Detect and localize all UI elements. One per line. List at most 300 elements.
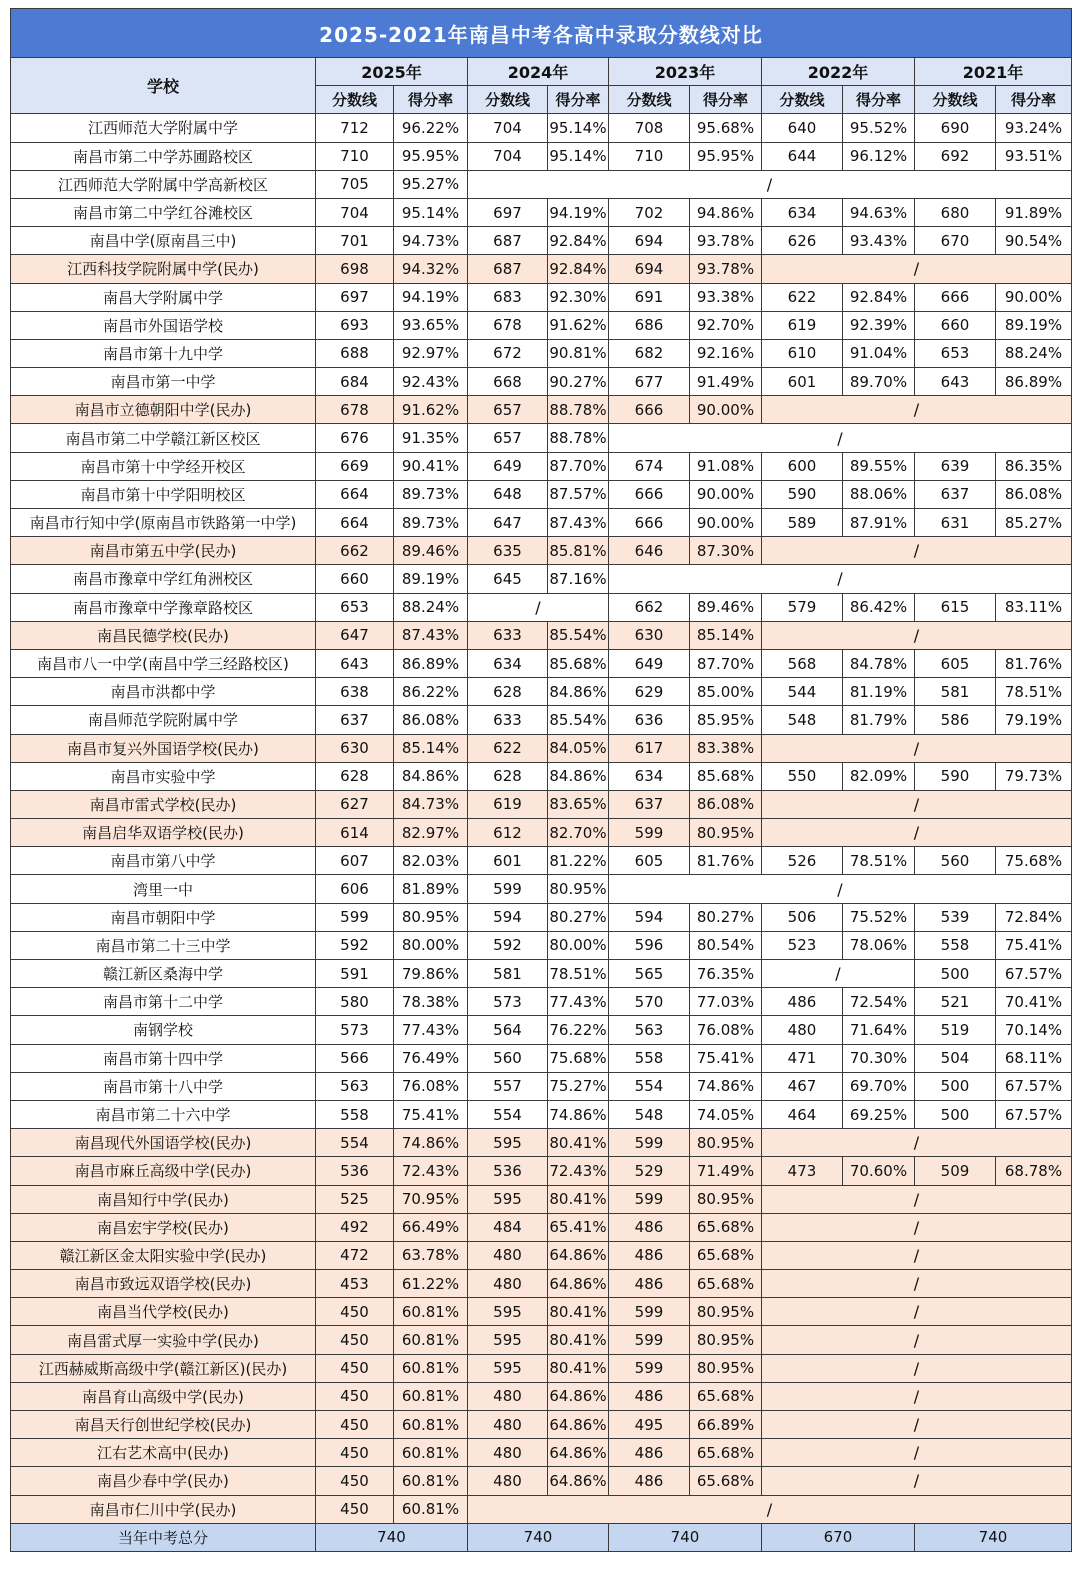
school-name: 南昌市第十九中学 — [11, 339, 316, 367]
score-table-container — [10, 8, 1071, 1552]
school-name: 南昌雷式厚一实验中学(民办) — [11, 1326, 316, 1354]
school-column-header: 学校 — [11, 58, 316, 114]
school-name: 南昌育山高级中学(民办) — [11, 1382, 316, 1410]
score-line-cell: 595 — [468, 1298, 548, 1326]
table-row — [11, 706, 1072, 734]
score-line-cell: 563 — [609, 1016, 690, 1044]
school-name: 南昌市复兴外国语学校(民办) — [11, 734, 316, 762]
school-name: 赣江新区金太阳实验中学(民办) — [11, 1241, 316, 1269]
year-header-2021: 2021年 — [915, 58, 1072, 86]
score-rate-cell: 70.60% — [843, 1157, 915, 1185]
score-rate-cell: 75.68% — [548, 1044, 609, 1072]
score-rate-cell: 90.00% — [690, 480, 762, 508]
score-rate-cell: 78.51% — [843, 847, 915, 875]
score-line-cell: 558 — [609, 1044, 690, 1072]
score-rate-cell: 72.43% — [548, 1157, 609, 1185]
table-row — [11, 1411, 1072, 1439]
year-header-2022: 2022年 — [762, 58, 915, 86]
score-line-cell: 637 — [915, 480, 996, 508]
table-row — [11, 170, 1072, 198]
score-line-cell: 687 — [468, 255, 548, 283]
score-rate-cell: 94.19% — [548, 198, 609, 226]
table-row — [11, 903, 1072, 931]
table-row — [11, 734, 1072, 762]
total-score-2022: 670 — [762, 1523, 915, 1551]
school-name: 南昌大学附属中学 — [11, 283, 316, 311]
score-rate-cell: 65.41% — [548, 1213, 609, 1241]
score-line-cell: 619 — [468, 790, 548, 818]
score-line-cell: 592 — [468, 931, 548, 959]
score-line-cell: 678 — [316, 396, 394, 424]
score-rate-cell: 64.86% — [548, 1439, 609, 1467]
table-row — [11, 452, 1072, 480]
score-line-cell: 697 — [468, 198, 548, 226]
score-line-cell: 450 — [316, 1467, 394, 1495]
table-row — [11, 565, 1072, 593]
school-name: 南昌市第二中学红谷滩校区 — [11, 198, 316, 226]
score-line-cell: 550 — [762, 762, 843, 790]
score-rate-cell: 85.14% — [690, 621, 762, 649]
table-row — [11, 311, 1072, 339]
score-rate-cell: 71.64% — [843, 1016, 915, 1044]
score-rate-cell: 80.95% — [690, 1298, 762, 1326]
no-data-cell: / — [468, 1495, 1072, 1523]
table-row — [11, 1382, 1072, 1410]
score-rate-cell: 60.81% — [394, 1411, 468, 1439]
score-line-cell: 619 — [762, 311, 843, 339]
score-rate-cell: 90.41% — [394, 452, 468, 480]
score-rate-cell: 82.97% — [394, 819, 468, 847]
score-rate-cell: 93.78% — [690, 255, 762, 283]
score-line-cell: 662 — [316, 537, 394, 565]
score-line-cell: 677 — [609, 368, 690, 396]
table-row — [11, 678, 1072, 706]
score-line-cell: 710 — [316, 142, 394, 170]
score-rate-cell: 91.89% — [996, 198, 1072, 226]
score-rate-cell: 81.76% — [996, 649, 1072, 677]
score-line-cell: 506 — [762, 903, 843, 931]
score-line-cell: 594 — [468, 903, 548, 931]
no-data-cell: / — [762, 819, 1072, 847]
score-rate-cell: 87.57% — [548, 480, 609, 508]
table-row — [11, 1495, 1072, 1523]
score-rate-cell: 91.04% — [843, 339, 915, 367]
score-rate-cell: 80.41% — [548, 1326, 609, 1354]
score-rate-header: 得分率 — [548, 86, 609, 114]
score-line-cell: 480 — [468, 1467, 548, 1495]
score-rate-cell: 66.49% — [394, 1213, 468, 1241]
table-row — [11, 1439, 1072, 1467]
score-rate-cell: 76.08% — [394, 1072, 468, 1100]
score-rate-cell: 93.65% — [394, 311, 468, 339]
score-line-cell: 450 — [316, 1411, 394, 1439]
score-rate-cell: 88.06% — [843, 480, 915, 508]
score-line-cell: 568 — [762, 649, 843, 677]
score-line-cell: 486 — [762, 988, 843, 1016]
score-rate-cell: 64.86% — [548, 1382, 609, 1410]
score-line-cell: 605 — [609, 847, 690, 875]
score-line-cell: 678 — [468, 311, 548, 339]
score-line-cell: 500 — [915, 1072, 996, 1100]
score-line-cell: 653 — [915, 339, 996, 367]
score-line-cell: 554 — [468, 1100, 548, 1128]
score-rate-cell: 89.46% — [690, 593, 762, 621]
score-line-cell: 473 — [762, 1157, 843, 1185]
score-rate-cell: 87.30% — [690, 537, 762, 565]
score-rate-header: 得分率 — [690, 86, 762, 114]
score-line-cell: 647 — [468, 509, 548, 537]
score-line-cell: 637 — [609, 790, 690, 818]
score-line-cell: 581 — [468, 960, 548, 988]
no-data-cell: / — [762, 537, 1072, 565]
score-line-cell: 500 — [915, 960, 996, 988]
score-line-cell: 634 — [762, 198, 843, 226]
score-rate-cell: 86.42% — [843, 593, 915, 621]
table-row — [11, 621, 1072, 649]
score-line-cell: 601 — [468, 847, 548, 875]
school-name: 赣江新区桑海中学 — [11, 960, 316, 988]
score-rate-cell: 80.95% — [394, 903, 468, 931]
year-header-2023: 2023年 — [609, 58, 762, 86]
score-line-cell: 697 — [316, 283, 394, 311]
score-rate-cell: 90.00% — [690, 396, 762, 424]
score-rate-cell: 72.84% — [996, 903, 1072, 931]
school-name: 南昌市第十八中学 — [11, 1072, 316, 1100]
score-line-cell: 687 — [468, 227, 548, 255]
score-rate-cell: 65.68% — [690, 1213, 762, 1241]
score-line-cell: 570 — [609, 988, 690, 1016]
table-row — [11, 593, 1072, 621]
score-rate-cell: 78.51% — [548, 960, 609, 988]
score-line-cell: 648 — [468, 480, 548, 508]
score-rate-cell: 92.43% — [394, 368, 468, 396]
total-score-label: 当年中考总分 — [11, 1523, 316, 1551]
score-rate-cell: 60.81% — [394, 1439, 468, 1467]
score-line-cell: 480 — [468, 1241, 548, 1269]
score-rate-cell: 87.70% — [690, 649, 762, 677]
score-rate-cell: 78.38% — [394, 988, 468, 1016]
score-rate-cell: 91.08% — [690, 452, 762, 480]
no-data-cell: / — [762, 1439, 1072, 1467]
score-line-cell: 683 — [468, 283, 548, 311]
table-body — [11, 114, 1072, 1523]
score-rate-cell: 91.62% — [394, 396, 468, 424]
score-line-cell: 450 — [316, 1354, 394, 1382]
school-name: 南昌市第十中学经开校区 — [11, 452, 316, 480]
table-row — [11, 537, 1072, 565]
score-line-cell: 664 — [316, 509, 394, 537]
table-row — [11, 255, 1072, 283]
score-rate-cell: 65.68% — [690, 1439, 762, 1467]
score-rate-cell: 75.41% — [394, 1100, 468, 1128]
score-rate-cell: 64.86% — [548, 1270, 609, 1298]
school-name: 江西师范大学附属中学高新校区 — [11, 170, 316, 198]
school-name: 南昌市立德朝阳中学(民办) — [11, 396, 316, 424]
no-data-cell: / — [468, 170, 1072, 198]
school-name: 南昌市第八中学 — [11, 847, 316, 875]
score-rate-cell: 63.78% — [394, 1241, 468, 1269]
score-line-cell: 548 — [762, 706, 843, 734]
score-rate-cell: 76.35% — [690, 960, 762, 988]
score-line-cell: 573 — [468, 988, 548, 1016]
score-line-cell: 471 — [762, 1044, 843, 1072]
score-rate-cell: 93.51% — [996, 142, 1072, 170]
school-name: 南昌启华双语学校(民办) — [11, 819, 316, 847]
score-line-cell: 701 — [316, 227, 394, 255]
score-rate-cell: 70.95% — [394, 1185, 468, 1213]
score-line-cell: 600 — [762, 452, 843, 480]
score-rate-header: 得分率 — [394, 86, 468, 114]
score-rate-cell: 81.76% — [690, 847, 762, 875]
score-rate-cell: 86.08% — [690, 790, 762, 818]
score-rate-cell: 83.65% — [548, 790, 609, 818]
score-line-cell: 657 — [468, 424, 548, 452]
score-line-cell: 558 — [316, 1100, 394, 1128]
school-name: 南昌市第二中学苏圃路校区 — [11, 142, 316, 170]
score-rate-cell: 79.19% — [996, 706, 1072, 734]
score-line-cell: 480 — [762, 1016, 843, 1044]
school-name: 南昌市八一中学(南昌中学三经路校区) — [11, 649, 316, 677]
score-rate-cell: 68.11% — [996, 1044, 1072, 1072]
score-line-cell: 669 — [316, 452, 394, 480]
table-row — [11, 509, 1072, 537]
score-line-cell: 682 — [609, 339, 690, 367]
score-rate-cell: 70.41% — [996, 988, 1072, 1016]
school-name: 南昌市第一中学 — [11, 368, 316, 396]
score-rate-cell: 86.08% — [394, 706, 468, 734]
score-line-cell: 712 — [316, 114, 394, 142]
table-title: 2025-2021年南昌中考各高中录取分数线对比 — [11, 9, 1072, 58]
score-line-cell: 591 — [316, 960, 394, 988]
no-data-cell: / — [762, 1129, 1072, 1157]
score-line-cell: 590 — [762, 480, 843, 508]
score-rate-cell: 80.95% — [690, 1185, 762, 1213]
score-rate-cell: 81.19% — [843, 678, 915, 706]
table-row — [11, 1185, 1072, 1213]
score-line-cell: 558 — [915, 931, 996, 959]
score-rate-header: 得分率 — [843, 86, 915, 114]
score-rate-cell: 81.89% — [394, 875, 468, 903]
score-line-cell: 634 — [468, 649, 548, 677]
score-line-cell: 666 — [915, 283, 996, 311]
no-data-cell: / — [762, 790, 1072, 818]
score-rate-cell: 95.14% — [394, 198, 468, 226]
school-name: 南昌市第五中学(民办) — [11, 537, 316, 565]
no-data-cell: / — [762, 621, 1072, 649]
score-rate-cell: 65.68% — [690, 1467, 762, 1495]
score-rate-cell: 85.68% — [548, 649, 609, 677]
table-row — [11, 424, 1072, 452]
score-rate-cell: 86.22% — [394, 678, 468, 706]
school-name: 南昌市豫章中学红角洲校区 — [11, 565, 316, 593]
score-line-cell: 643 — [316, 649, 394, 677]
score-rate-cell: 60.81% — [394, 1298, 468, 1326]
score-rate-cell: 87.43% — [548, 509, 609, 537]
score-rate-cell: 66.89% — [690, 1411, 762, 1439]
score-rate-cell: 79.73% — [996, 762, 1072, 790]
score-line-cell: 594 — [609, 903, 690, 931]
score-line-cell: 480 — [468, 1382, 548, 1410]
score-line-cell: 554 — [609, 1072, 690, 1100]
score-line-cell: 599 — [609, 1354, 690, 1382]
score-rate-cell: 81.22% — [548, 847, 609, 875]
score-rate-cell: 88.78% — [548, 424, 609, 452]
score-line-cell: 633 — [468, 706, 548, 734]
score-line-cell: 615 — [915, 593, 996, 621]
total-score-row — [11, 1523, 1072, 1551]
score-line-cell: 704 — [468, 142, 548, 170]
score-rate-cell: 65.68% — [690, 1270, 762, 1298]
score-rate-cell: 90.27% — [548, 368, 609, 396]
score-line-cell: 644 — [762, 142, 843, 170]
table-row — [11, 198, 1072, 226]
score-line-cell: 554 — [316, 1129, 394, 1157]
score-rate-cell: 85.54% — [548, 706, 609, 734]
score-line-cell: 526 — [762, 847, 843, 875]
score-rate-cell: 85.00% — [690, 678, 762, 706]
score-rate-cell: 71.49% — [690, 1157, 762, 1185]
score-rate-cell: 89.55% — [843, 452, 915, 480]
score-rate-cell: 80.41% — [548, 1354, 609, 1382]
score-line-cell: 453 — [316, 1270, 394, 1298]
score-line-cell: 599 — [609, 1326, 690, 1354]
score-rate-cell: 78.06% — [843, 931, 915, 959]
score-rate-cell: 86.89% — [996, 368, 1072, 396]
score-rate-cell: 75.41% — [996, 931, 1072, 959]
score-line-cell: 565 — [609, 960, 690, 988]
score-line-cell: 605 — [915, 649, 996, 677]
score-rate-cell: 92.70% — [690, 311, 762, 339]
score-line-cell: 557 — [468, 1072, 548, 1100]
score-rate-cell: 86.35% — [996, 452, 1072, 480]
school-name: 南昌当代学校(民办) — [11, 1298, 316, 1326]
score-line-cell: 636 — [609, 706, 690, 734]
score-line-cell: 529 — [609, 1157, 690, 1185]
score-line-cell: 548 — [609, 1100, 690, 1128]
score-line-cell: 564 — [468, 1016, 548, 1044]
score-line-cell: 472 — [316, 1241, 394, 1269]
score-rate-cell: 95.95% — [394, 142, 468, 170]
score-rate-cell: 88.78% — [548, 396, 609, 424]
score-rate-cell: 85.81% — [548, 537, 609, 565]
score-line-cell: 450 — [316, 1326, 394, 1354]
school-name: 南昌市第二十三中学 — [11, 931, 316, 959]
school-name: 南昌市第十二中学 — [11, 988, 316, 1016]
no-data-cell: / — [762, 1411, 1072, 1439]
score-line-cell: 708 — [609, 114, 690, 142]
table-row — [11, 396, 1072, 424]
school-name: 南钢学校 — [11, 1016, 316, 1044]
score-line-cell: 486 — [609, 1270, 690, 1298]
score-rate-cell: 91.35% — [394, 424, 468, 452]
score-line-cell: 601 — [762, 368, 843, 396]
no-data-cell: / — [762, 734, 1072, 762]
score-line-cell: 702 — [609, 198, 690, 226]
score-rate-cell: 83.38% — [690, 734, 762, 762]
score-line-cell: 688 — [316, 339, 394, 367]
score-line-cell: 649 — [468, 452, 548, 480]
score-line-cell: 710 — [609, 142, 690, 170]
score-rate-cell: 95.95% — [690, 142, 762, 170]
table-row — [11, 1270, 1072, 1298]
score-line-cell: 674 — [609, 452, 690, 480]
table-row — [11, 931, 1072, 959]
score-line-cell: 694 — [609, 255, 690, 283]
score-line-cell: 480 — [468, 1439, 548, 1467]
score-line-cell: 596 — [609, 931, 690, 959]
score-rate-cell: 75.27% — [548, 1072, 609, 1100]
year-header-2025: 2025年 — [316, 58, 468, 86]
score-line-cell: 450 — [316, 1495, 394, 1523]
score-rate-cell: 91.62% — [548, 311, 609, 339]
score-rate-cell: 87.43% — [394, 621, 468, 649]
school-name: 南昌宏宇学校(民办) — [11, 1213, 316, 1241]
score-line-cell: 630 — [316, 734, 394, 762]
score-line-cell: 633 — [468, 621, 548, 649]
score-line-cell: 599 — [316, 903, 394, 931]
score-line-cell: 521 — [915, 988, 996, 1016]
score-rate-cell: 95.27% — [394, 170, 468, 198]
score-rate-cell: 85.68% — [690, 762, 762, 790]
score-line-cell: 599 — [609, 819, 690, 847]
score-line-cell: 563 — [316, 1072, 394, 1100]
score-rate-cell: 88.24% — [394, 593, 468, 621]
score-rate-cell: 84.86% — [394, 762, 468, 790]
score-rate-cell: 92.16% — [690, 339, 762, 367]
score-rate-cell: 74.86% — [548, 1100, 609, 1128]
table-row — [11, 1100, 1072, 1128]
score-rate-cell: 76.08% — [690, 1016, 762, 1044]
score-line-cell: 464 — [762, 1100, 843, 1128]
score-rate-cell: 65.68% — [690, 1382, 762, 1410]
score-line-cell: 599 — [468, 875, 548, 903]
school-name: 南昌市仁川中学(民办) — [11, 1495, 316, 1523]
score-rate-cell: 82.03% — [394, 847, 468, 875]
school-name: 南昌市雷式学校(民办) — [11, 790, 316, 818]
score-line-cell: 622 — [762, 283, 843, 311]
table-row — [11, 339, 1072, 367]
year-header-2024: 2024年 — [468, 58, 609, 86]
score-rate-cell: 94.63% — [843, 198, 915, 226]
score-line-cell: 680 — [915, 198, 996, 226]
no-data-cell: / — [762, 396, 1072, 424]
score-line-cell: 607 — [316, 847, 394, 875]
score-line-cell: 639 — [915, 452, 996, 480]
score-line-cell: 580 — [316, 988, 394, 1016]
score-line-cell: 653 — [316, 593, 394, 621]
score-line-cell: 657 — [468, 396, 548, 424]
score-line-cell: 539 — [915, 903, 996, 931]
score-rate-cell: 95.14% — [548, 114, 609, 142]
school-name: 江西师范大学附属中学 — [11, 114, 316, 142]
school-name: 湾里一中 — [11, 875, 316, 903]
score-line-cell: 560 — [468, 1044, 548, 1072]
score-rate-cell: 84.05% — [548, 734, 609, 762]
score-line-cell: 536 — [468, 1157, 548, 1185]
score-line-cell: 660 — [915, 311, 996, 339]
school-name: 南昌市洪都中学 — [11, 678, 316, 706]
no-data-cell: / — [762, 960, 915, 988]
score-rate-cell: 80.54% — [690, 931, 762, 959]
score-rate-cell: 94.86% — [690, 198, 762, 226]
score-rate-cell: 75.41% — [690, 1044, 762, 1072]
score-line-cell: 589 — [762, 509, 843, 537]
score-rate-cell: 85.14% — [394, 734, 468, 762]
score-rate-cell: 64.86% — [548, 1241, 609, 1269]
table-row — [11, 649, 1072, 677]
score-line-cell: 622 — [468, 734, 548, 762]
score-line-cell: 467 — [762, 1072, 843, 1100]
